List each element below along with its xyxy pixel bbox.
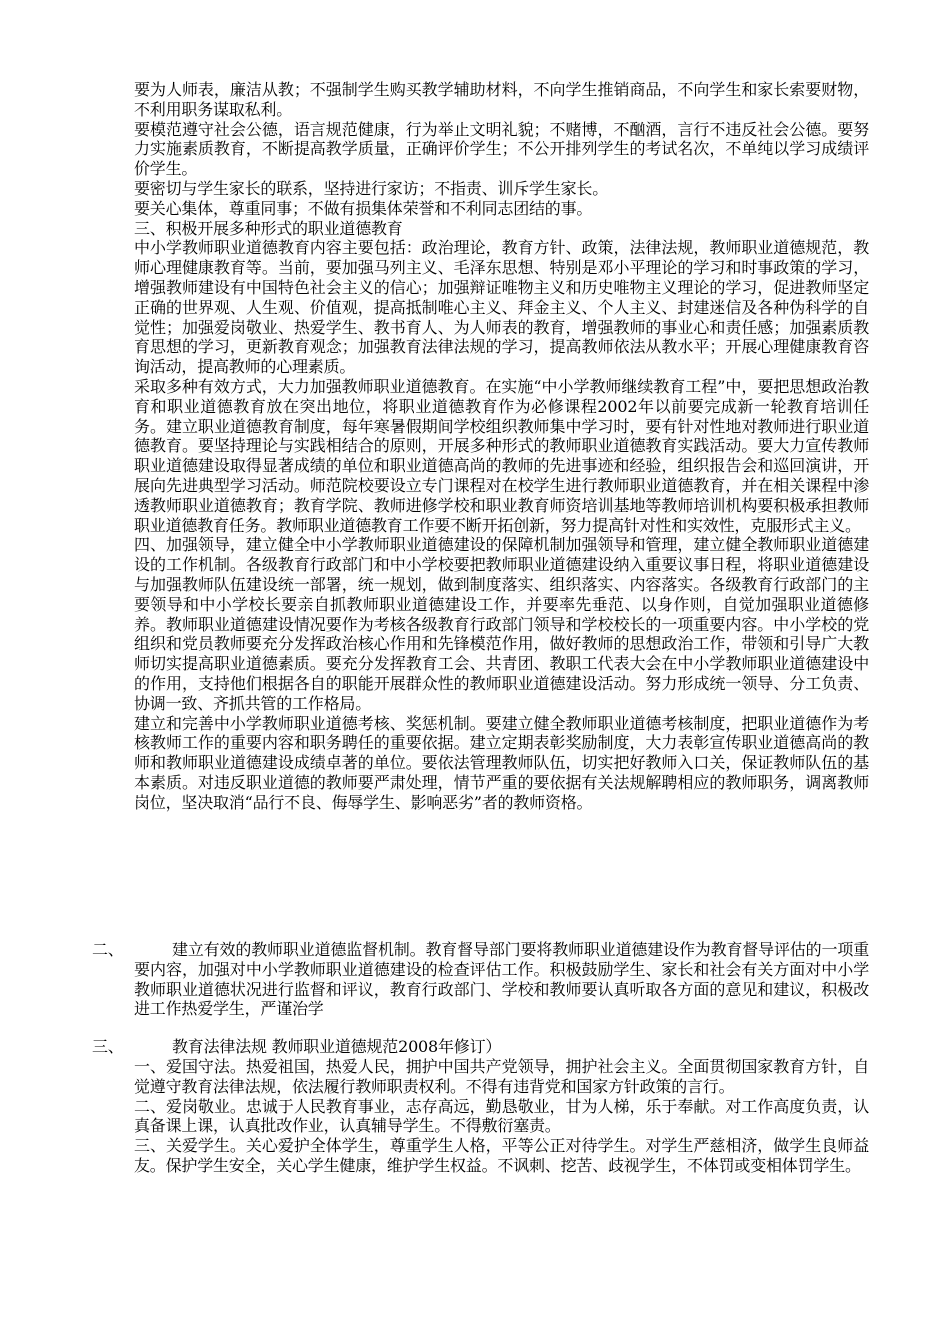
heading-ethics-code: 教育法律法规 教师职业道德规范2008年修订）: [172, 1037, 502, 1056]
paragraph-teacher-integrity: 要为人师表，廉洁从教；不强制学生购买教学辅助材料，不向学生推销商品，不向学生和家长索要财物，不利用职务谋取私利。: [134, 80, 869, 119]
paragraph-leadership: 四、加强领导，建立健全中小学教师职业道德建设的保障机制加强领导和管理，建立健全教师职业道德建设的工作机制。各级教育行政部门和中小学校要把教师职业道德建设纳入重要议事日程，将职业道德建设与加强教师队伍建设统一部署，统一规划，做到制度落实、组织落实、内容落实。各级教育行政部门的主要领导和中小学校长要亲自抓教师职业道德建设工作，并要率先垂范、以身作则，自觉加强职业道德修养。教师职业道德建设情况要作为考核各级教育行政部门领导和学校校长的一项重要内容。中小学校的党组织和党员教师要充分发挥政治核心作用和先锋模范作用，做好教师的思想政治工作，带领和引导广大教师切实提高职业道德素质。要充分发挥教育工会、共青团、教职工代表大会在中小学教师职业道德建设中的作用，支持他们根据各自的职能开展群众性的教师职业道德建设活动。努力形成统一领导、分工负责、协调一致、齐抓共管的工作格局。: [134, 535, 869, 713]
paragraph-supervision: 建立有效的教师职业道德监督机制。教育督导部门要将教师职业道德建设作为教育督导评估的一项重要内容，加强对中小学教师职业道德建设的检查评估工作。积极鼓励学生、家长和社会有关方面对中小学教师职业道德状况进行监督和评议，教育行政部门、学校和教师要认真听取各方面的意见和建议，积极改进工作热爱学生，严谨治学: [134, 940, 869, 1019]
paragraph-education-methods: 采取多种有效方式，大力加强教师职业道德教育。在实施“中小学教师继续教育工程”中，要把思想政治教育和职业道德教育放在突出地位，将职业道德教育作为必修课程2002年以前要完成新一轮教育培训任务。建立职业道德教育制度，每年寒暑假期间学校组织教师集中学习时，要有针对性地对教师进行职业道德教育。要坚持理论与实践相结合的原则，开展多种形式的教师职业道德教育实践活动。要大力宣传教师职业道德建设取得显著成绩的单位和职业道德高尚的教师的先进事迹和经验，组织报告会和巡回演讲，开展向先进典型学习活动。师范院校要设立专门课程对在校学生进行教师职业道德教育，并在相关课程中渗透教师职业道德教育；教育学院、教师进修学校和职业教育师资培训基地等教师培训机构要积极承担教师职业道德教育任务。教师职业道德教育工作要不断开拓创新，努力提高针对性和实效性，克服形式主义。: [134, 376, 869, 535]
code-item-patriotism: 一、爱国守法。热爱祖国，热爱人民，拥护中国共产党领导，拥护社会主义。全面贯彻国家教育方针，自觉遵守教育法律法规，依法履行教师职责权利。不得有违背党和国家方针政策的言行。: [134, 1057, 869, 1096]
text-section-main: [134, 80, 869, 812]
code-item-dedication: 二、爱岗敬业。忠诚于人民教育事业，志存高远，勤恳敬业，甘为人梯，乐于奉献。对工作高度负责，认真备课上课，认真批改作业，认真辅导学生。不得敷衍塞责。: [134, 1096, 869, 1136]
paragraph-parent-contact: 要密切与学生家长的联系，坚持进行家访；不指责、训斥学生家长。: [134, 178, 609, 198]
code-item-care-students: 三、关爱学生。关心爱护全体学生，尊重学生人格，平等公正对待学生。对学生严慈相济，做学生良师益友。保护学生安全，关心学生健康，维护学生权益。不讽刺、挖苦、歧视学生，不体罚或变相体罚学生。: [134, 1136, 869, 1175]
paragraph-collective: 要关心集体，尊重同事；不做有损集体荣誉和不利同志团结的事。: [134, 198, 593, 218]
list-number-3: 三、: [92, 1037, 124, 1056]
paragraph-social-ethics: 要模范遵守社会公德，语言规范健康，行为举止文明礼貌；不赌博，不酗酒，言行不违反社会公德。要努力实施素质教育，不断提高教学质量，正确评价学生；不公开排列学生的考试名次，不单纯以学习成绩评价学生。: [134, 119, 869, 179]
paragraph-education-content: 中小学教师职业道德教育内容主要包括：政治理论，教育方针、政策，法律法规，教师职业道德规范，教师心理健康教育等。当前，要加强马列主义、毛泽东思想、特别是邓小平理论的学习和时事政策的学习，增强教师建设有中国特色社会主义的信心；加强辩证唯物主义和历史唯物主义理论的学习，促进教师坚定正确的世界观、人生观、价值观，提高抵制唯心主义、拜金主义、个人主义、封建迷信及各种伪科学的自觉性；加强爱岗敬业、热爱学生、教书育人、为人师表的教育，增强教师的事业心和责任感；加强素质教育思想的学习，更新教育观念；加强教育法律法规的学习，提高教师依法从教水平；开展心理健康教育咨询活动，提高教师的心理素质。: [134, 238, 869, 377]
ethics-code-list: [134, 1057, 869, 1176]
heading-ethics-education: 三、积极开展多种形式的职业道德教育: [134, 218, 403, 238]
list-number-2: 二、: [92, 940, 124, 959]
paragraph-assessment: 建立和完善中小学教师职业道德考核、奖惩机制。要建立健全教师职业道德考核制度，把职业道德作为考核教师工作的重要内容和职务聘任的重要依据。建立定期表彰奖励制度，大力表彰宣传职业道德高尚的教师和教师职业道德建设成绩卓著的单位。要依法管理教师队伍，切实把好教师入口关，保证教师队伍的基本素质。对违反职业道德的教师要严肃处理，情节严重的要依据有关法规解聘相应的教师职务，调离教师岗位，坚决取消“品行不良、侮辱学生、影响恶劣”者的教师资格。: [134, 713, 869, 812]
